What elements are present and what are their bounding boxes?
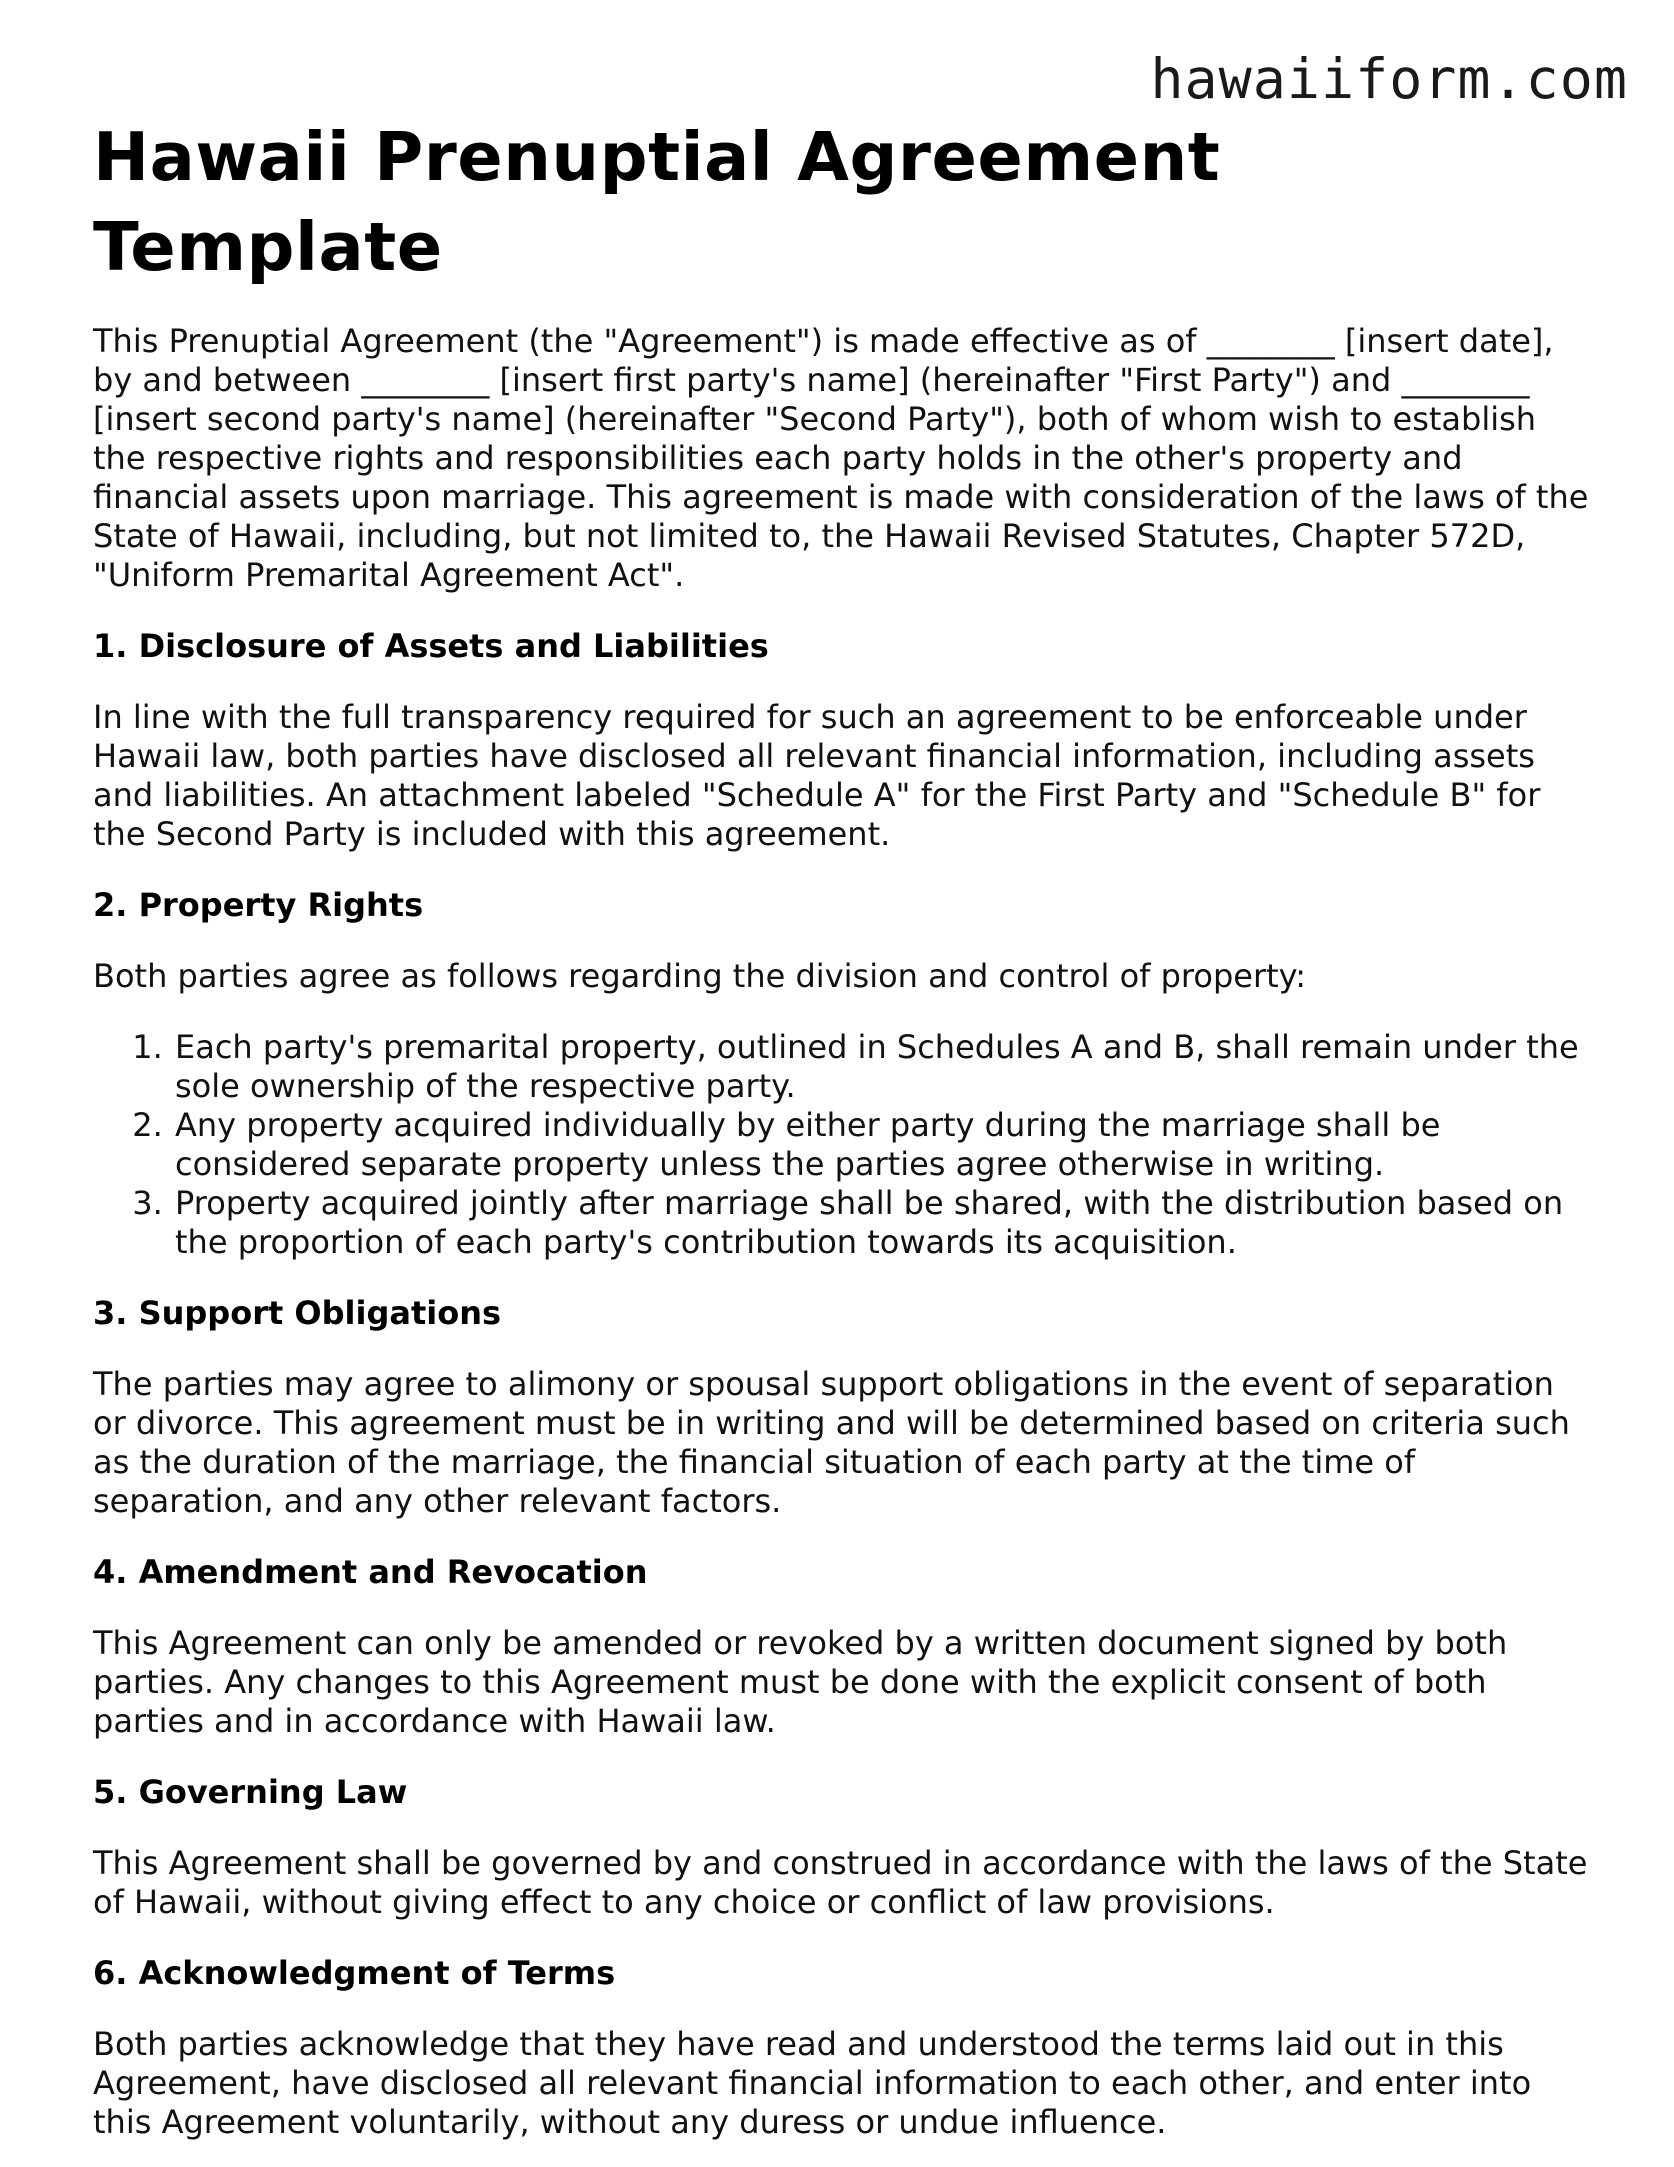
section-heading-support-obligations: 3. Support Obligations [93,1294,502,1332]
section-heading-disclosure: 1. Disclosure of Assets and Liabilities [93,627,769,665]
document-title: Hawaii Prenuptial Agreement Template [93,118,1221,286]
list-item: 2. Any property acquired individually by either party during the marriage shall be considered separate property unless the parties agree otherwise in writing. [173,1106,1593,1184]
section-body-acknowledgment: Both parties acknowledge that they have read and understood the terms laid out in this Agreement, have disclosed all relevant financial information to each other, and enter into this Agreement voluntarily, without any duress or undue influence. [93,2025,1532,2141]
section-body-property-rights: Both parties agree as follows regarding the division and control of property: [93,957,1307,995]
section-heading-property-rights: 2. Property Rights [93,886,424,924]
site-watermark: hawaiiform.com [1150,47,1628,111]
list-item: 1. Each party's premarital property, outlined in Schedules A and B, shall remain under the sole ownership of the respective party. [173,1028,1593,1106]
property-rights-list [93,1028,1593,1262]
section-heading-governing-law: 5. Governing Law [93,1773,408,1811]
section-body-disclosure: In line with the full transparency required for such an agreement to be enforceable under Hawaii law, both parties have disclosed all relevant financial information, including assets and liabilities. An attachment labeled "Schedule A" for the First Party and "Schedule B" for the Second Party is included with this agreement. [93,698,1541,853]
section-heading-amendment: 4. Amendment and Revocation [93,1553,648,1591]
section-body-amendment: This Agreement can only be amended or revoked by a written document signed by both parties. Any changes to this Agreement must be done with the explicit consent of both parties and in accordance with Hawaii law. [93,1624,1508,1740]
section-heading-acknowledgment: 6. Acknowledgment of Terms [93,1954,616,1992]
document-content [93,112,1593,2142]
list-item: 3. Property acquired jointly after marriage shall be shared, with the distribution based on the proportion of each party's contribution towards its acquisition. [173,1184,1593,1262]
section-body-support-obligations: The parties may agree to alimony or spousal support obligations in the event of separation or divorce. This agreement must be in writing and will be determined based on criteria such as the duration of the marriage, the financial situation of each party at the time of separation, and any other relevant factors. [93,1365,1570,1520]
section-body-governing-law: This Agreement shall be governed by and construed in accordance with the laws of the State of Hawaii, without giving effect to any choice or conflict of law provisions. [93,1844,1588,1921]
intro-paragraph: This Prenuptial Agreement (the "Agreement") is made effective as of ________ [insert date], by and between ________ [insert first party's name] (hereinafter "First Party") and ________ [insert second party's name] (hereinafter "Second Party"), both of whom wish to establish the respective rights and responsibilities each party holds in the other's property and financial assets upon marriage. This agreement is made with consideration of the laws of the State of Hawaii, including, but not limited to, the Hawaii Revised Statutes, Chapter 572D, "Uniform Premarital Agreement Act". [93,322,1589,594]
